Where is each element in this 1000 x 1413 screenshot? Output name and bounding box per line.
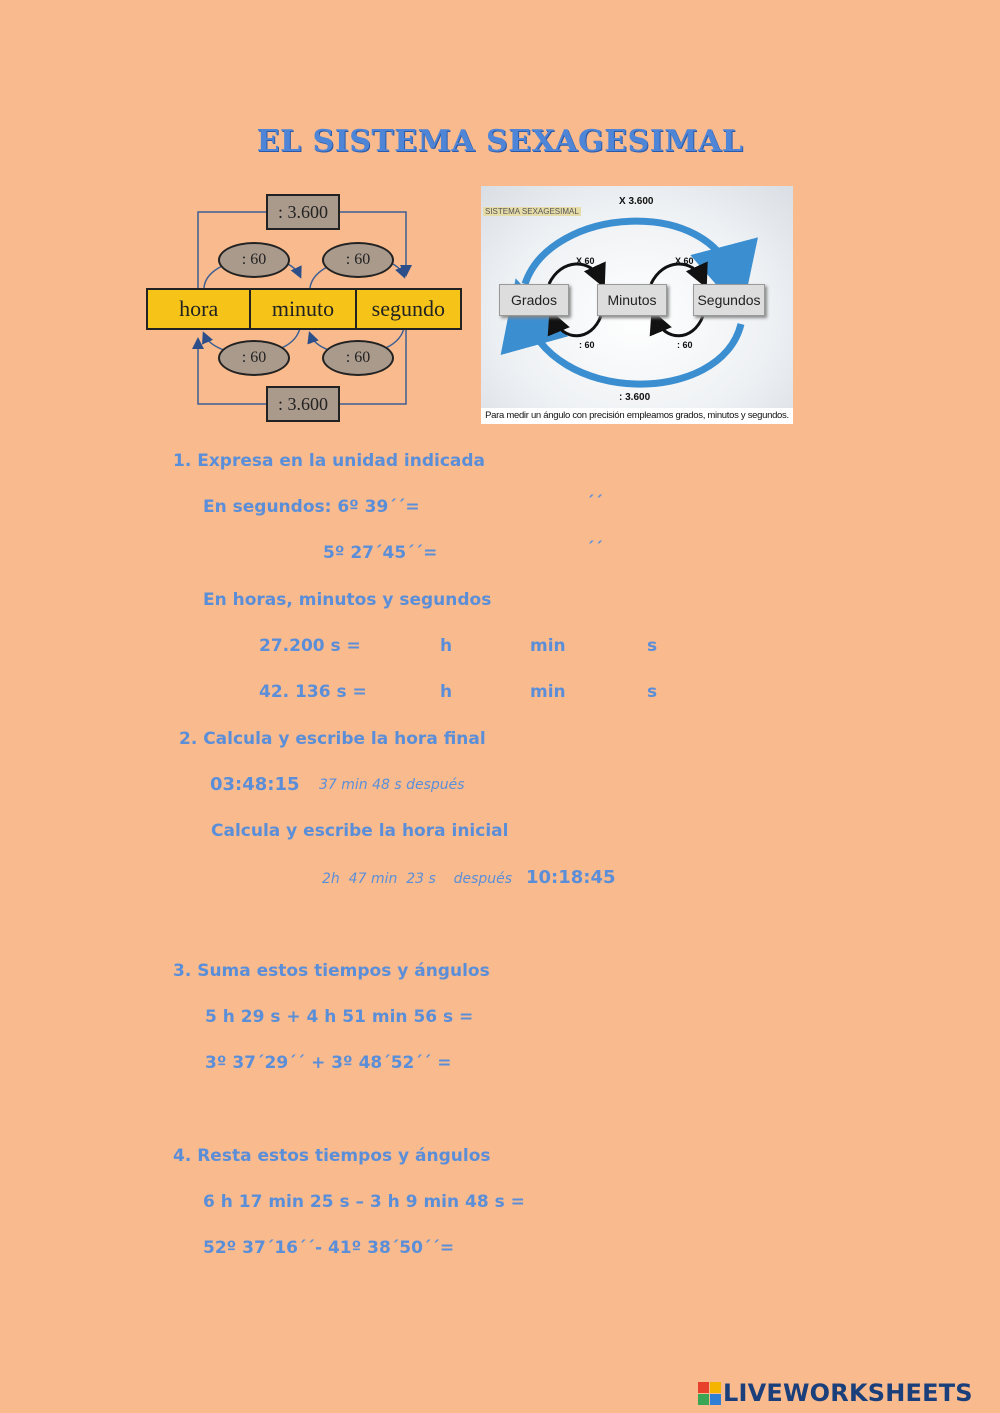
oval-bottom-2: : 60 <box>322 340 394 376</box>
label-x60-a: X 60 <box>576 256 595 266</box>
diagram-caption: Para medir un ángulo con precisión empleamos grados, minutos y segundos. <box>481 408 793 424</box>
ex1-line2: 5º 27´45´´= <box>323 543 438 563</box>
ex2-time1: 03:48:15 <box>210 774 300 795</box>
box-minutos: Minutos <box>597 284 667 316</box>
ex1-row1-min[interactable]: min <box>530 636 566 656</box>
unit-minuto: minuto <box>251 290 356 328</box>
units-bar <box>146 288 462 330</box>
ex2-subtitle: Calcula y escribe la hora inicial <box>211 821 509 841</box>
ex1-row1: 27.200 s = <box>259 636 361 656</box>
liveworksheets-logo-text: LIVEWORKSHEETS <box>723 1379 973 1407</box>
multiply-box-top: : 3.600 <box>266 194 340 230</box>
page-title: EL SISTEMA SEXAGESIMAL <box>256 124 744 159</box>
label-x3600: X 3.600 <box>619 196 654 207</box>
unit-hora: hora <box>148 290 251 328</box>
label-x60-b: X 60 <box>675 256 694 266</box>
ex1-row1-s[interactable]: s <box>647 636 658 656</box>
ex1-row2: 42. 136 s = <box>259 682 367 702</box>
ex1-row1-h[interactable]: h <box>440 636 453 656</box>
oval-top-1: : 60 <box>218 242 290 278</box>
oval-bottom-1: : 60 <box>218 340 290 376</box>
label-div60-a: : 60 <box>579 340 595 350</box>
ex1-answer-mark2[interactable]: ´´ <box>586 539 603 559</box>
oval-top-2: : 60 <box>322 242 394 278</box>
label-div3600: : 3.600 <box>619 392 651 403</box>
box-segundos: Segundos <box>693 284 765 316</box>
ex3-line2: 3º 37´29´´ + 3º 48´52´´ = <box>205 1053 452 1073</box>
divide-box-bottom: : 3.600 <box>266 386 340 422</box>
ex1-line1: En segundos: 6º 39´´= <box>203 497 420 517</box>
ex1-row2-h[interactable]: h <box>440 682 453 702</box>
ex1-subtitle: En horas, minutos y segundos <box>203 590 492 610</box>
ex4-line2: 52º 37´16´´- 41º 38´50´´= <box>203 1238 455 1258</box>
ex1-title: 1. Expresa en la unidad indicada <box>173 451 486 471</box>
label-div60-b: : 60 <box>677 340 693 350</box>
ex1-answer-mark1[interactable]: ´´ <box>586 493 603 513</box>
ex4-line1: 6 h 17 min 25 s – 3 h 9 min 48 s = <box>203 1192 525 1212</box>
unit-segundo: segundo <box>371 296 445 321</box>
ex2-after1: 37 min 48 s después <box>319 777 465 793</box>
conversion-diagram-time <box>146 190 462 426</box>
box-grados: Grados <box>499 284 569 316</box>
ex2-before2: 2h 47 min 23 s después <box>322 871 513 887</box>
liveworksheets-logo[interactable] <box>698 1378 973 1408</box>
liveworksheets-logo-icon <box>698 1382 721 1405</box>
ex1-row2-min[interactable]: min <box>530 682 566 702</box>
ex3-line1: 5 h 29 s + 4 h 51 min 56 s = <box>205 1007 474 1027</box>
conversion-diagram-angles <box>481 186 793 424</box>
ex1-row2-s[interactable]: s <box>647 682 658 702</box>
ex2-title: 2. Calcula y escribe la hora final <box>179 729 486 749</box>
ex4-title: 4. Resta estos tiempos y ángulos <box>173 1146 491 1166</box>
ex2-time2: 10:18:45 <box>526 867 616 888</box>
ex3-title: 3. Suma estos tiempos y ángulos <box>173 961 490 981</box>
diagram-header: SISTEMA SEXAGESIMAL <box>485 207 579 216</box>
